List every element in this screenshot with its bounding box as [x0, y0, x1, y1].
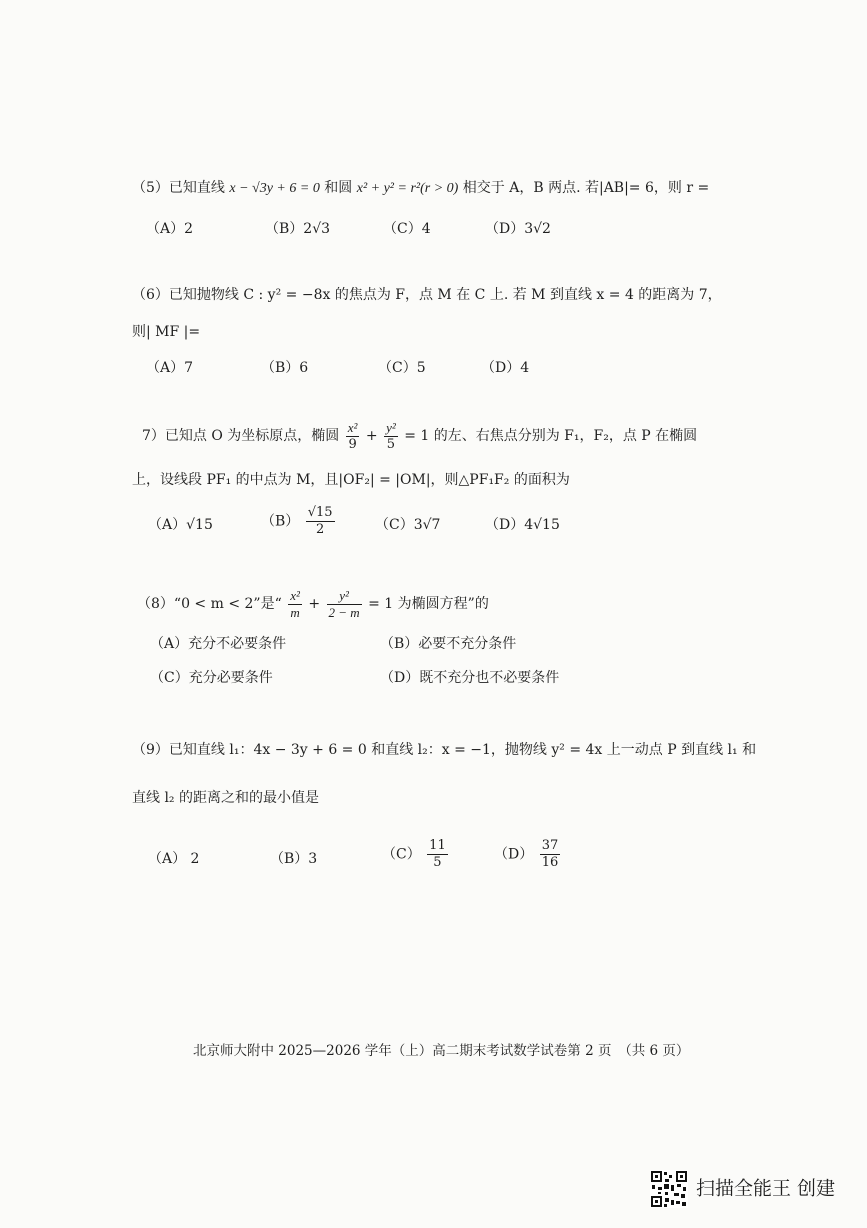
q9-option-b: （B）3 — [270, 851, 318, 867]
q5-option-b: （B）2√3 — [265, 221, 331, 237]
q6-option-a: （A）7 — [146, 360, 194, 376]
q8-fraction-x: $\frac{\text{x²}}{m}$ — [290, 587, 300, 620]
q9-option-c-fraction: $\frac{11}{5}$ — [429, 838, 446, 870]
q9-option-c: （C） $\frac{11}{5}$ — [382, 838, 446, 870]
q9-option-a: （A） 2 — [148, 851, 200, 867]
q8-fraction-y: $\frac{\text{y²}}{2 - m}$ — [328, 587, 360, 620]
q7-option-b-fraction: $\frac{√15}{2}$ — [307, 505, 333, 537]
q5-line-equation: x − √3y + 6 = 0 — [229, 181, 320, 196]
q8-option-b: （B）必要不充分条件 — [380, 636, 517, 652]
q5-stem: （5）已知直线 x − √3y + 6 = 0 和圆 x² + y² = r²(r > 0) 相交于 A，B 两点. 若|AB|= 6，则 r = — [132, 180, 710, 196]
q9-option-d: （D） $\frac{37}{16}$ — [494, 838, 559, 870]
q7-option-c: （C）3√7 — [375, 517, 441, 533]
q8-stem: （8）“0 < m < 2”是“ $\frac{\text{x²}}{m}$ + $\frac{\text{y²}}{2 - m}$ = 1 为椭圆方程”的 — [137, 587, 489, 620]
q5-circle-equation: x² + y² = r²(r > 0) — [356, 181, 459, 196]
q6-stem-line2: 则| MF |= — [132, 324, 201, 340]
q7-option-d: （D）4√15 — [485, 517, 560, 533]
q6-stem-line1: （6）已知抛物线 C : y² = −8x 的焦点为 F，点 M 在 C 上. 若 M 到直线 x = 4 的距离为 7， — [132, 287, 722, 303]
q6-option-b: （B）6 — [261, 360, 309, 376]
q5-option-c: （C）4 — [383, 221, 431, 237]
q7-fraction-y: $\frac{\text{y²}}{5}$ — [386, 419, 396, 452]
q9-stem-line2: 直线 l₂ 的距离之和的最小值是 — [132, 790, 319, 806]
q9-stem-line1: （9）已知直线 l₁：4x − 3y + 6 = 0 和直线 l₂：x = −1，抛物线 y² = 4x 上一动点 P 到直线 l₁ 和 — [132, 742, 757, 758]
q6-option-d: （D）4 — [481, 360, 530, 376]
q9-option-d-fraction: $\frac{37}{16}$ — [541, 838, 559, 870]
q7-stem-line1: 7）已知点 O 为坐标原点，椭圆 $\frac{\text{x²}}{9}$ + $\frac{\text{y²}}{5}$ = 1 的左、右焦点分别为 F₁，F₂，点 P 在椭圆 — [142, 419, 698, 452]
q6-option-c: （C）5 — [378, 360, 426, 376]
q8-option-a: （A）充分不必要条件 — [150, 636, 287, 652]
q8-option-c: （C）充分必要条件 — [150, 670, 273, 686]
q7-stem-line2: 上，设线段 PF₁ 的中点为 M，且|OF₂| = |OM|，则△PF₁F₂ 的面积为 — [132, 472, 570, 488]
q8-option-d: （D）既不充分也不必要条件 — [380, 670, 560, 686]
page-footer: 北京师大附中 2025—2026 学年（上）高二期末考试数学试卷第 2 页 （共 6 页） — [193, 1043, 690, 1059]
q7-option-b: （B） $\frac{√15}{2}$ — [261, 505, 333, 537]
q7-option-a: （A）√15 — [148, 517, 213, 533]
qr-code-icon — [650, 1170, 688, 1208]
q5-option-a: （A）2 — [146, 221, 194, 237]
q7-fraction-x: $\frac{\text{x²}}{9}$ — [347, 419, 358, 452]
q5-option-d: （D）3√2 — [485, 221, 551, 237]
scanner-watermark: 扫描全能王 创建 — [650, 1170, 835, 1208]
